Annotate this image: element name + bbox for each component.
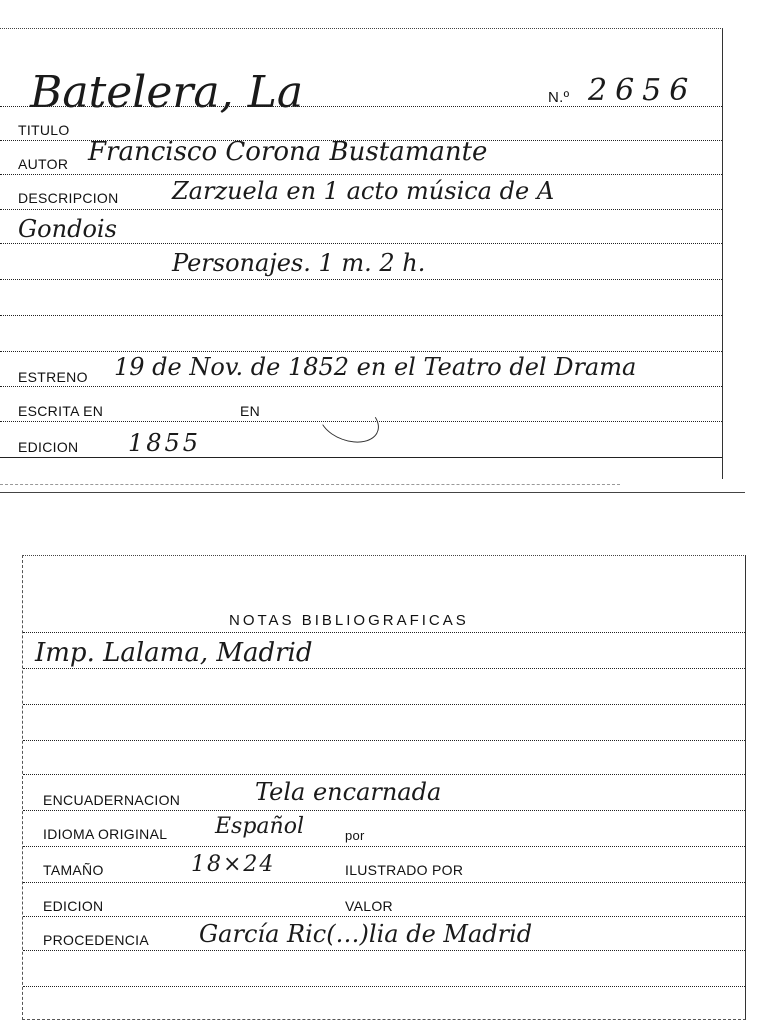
rule bbox=[23, 916, 745, 917]
scan-edge bbox=[0, 484, 620, 485]
rule bbox=[23, 774, 745, 775]
edicion-notes-label: EDICION bbox=[43, 898, 104, 914]
tamano-label: TAMAÑO bbox=[43, 862, 104, 878]
encuadernacion-value: Tela encarnada bbox=[255, 778, 442, 806]
descripcion-value-line2: Gondois bbox=[18, 215, 117, 243]
estreno-value: 19 de Nov. de 1852 en el Teatro del Drama bbox=[114, 353, 637, 381]
por-label: por bbox=[345, 828, 365, 843]
rule bbox=[0, 174, 722, 175]
rule bbox=[23, 810, 745, 811]
rule bbox=[23, 882, 745, 883]
rule bbox=[23, 632, 745, 633]
estreno-label: ESTRENO bbox=[18, 369, 88, 385]
rule bbox=[0, 106, 722, 107]
edicion-value: 1855 bbox=[128, 429, 202, 457]
catalog-card-main bbox=[0, 28, 723, 479]
card-separator bbox=[0, 492, 745, 493]
descripcion-value-line1: Zarzuela en 1 acto música de A bbox=[172, 177, 555, 205]
rule bbox=[23, 986, 745, 987]
autor-label: AUTOR bbox=[18, 156, 69, 172]
descripcion-label: DESCRIPCION bbox=[18, 190, 119, 206]
rule bbox=[0, 209, 722, 210]
rule bbox=[0, 315, 722, 316]
catalog-card-notes bbox=[22, 555, 746, 1020]
card-title-handwritten: Batelera, La bbox=[30, 67, 304, 118]
procedencia-value: García Ric(…)lia de Madrid bbox=[199, 920, 533, 948]
escrita-en-label: ESCRITA EN bbox=[18, 403, 104, 419]
notes-line-1: Imp. Lalama, Madrid bbox=[35, 638, 313, 668]
rule bbox=[0, 421, 722, 422]
rule bbox=[0, 243, 722, 244]
idioma-original-label: IDIOMA ORIGINAL bbox=[43, 826, 168, 842]
card-number: 2656 bbox=[588, 73, 697, 108]
rule bbox=[23, 846, 745, 847]
tamano-value: 18×24 bbox=[191, 852, 276, 877]
valor-label: VALOR bbox=[345, 898, 393, 914]
rule bbox=[23, 668, 745, 669]
edicion-label: EDICION bbox=[18, 439, 79, 455]
ilustrado-por-label: ILUSTRADO POR bbox=[345, 862, 464, 878]
procedencia-label: PROCEDENCIA bbox=[43, 932, 149, 948]
rule bbox=[0, 457, 722, 458]
autor-value: Francisco Corona Bustamante bbox=[88, 137, 488, 167]
rule bbox=[23, 704, 745, 705]
rule bbox=[0, 279, 722, 280]
rule bbox=[23, 950, 745, 951]
personajes-value: Personajes. 1 m. 2 h. bbox=[172, 249, 426, 277]
idioma-original-value: Español bbox=[215, 814, 304, 839]
rule bbox=[23, 740, 745, 741]
rule bbox=[0, 351, 722, 352]
encuadernacion-label: ENCUADERNACION bbox=[43, 792, 181, 808]
number-label: N.º bbox=[548, 89, 570, 106]
titulo-label: TITULO bbox=[18, 122, 70, 138]
en-label: EN bbox=[240, 403, 261, 419]
rule bbox=[0, 386, 722, 387]
notes-heading: NOTAS BIBLIOGRAFICAS bbox=[229, 612, 469, 629]
